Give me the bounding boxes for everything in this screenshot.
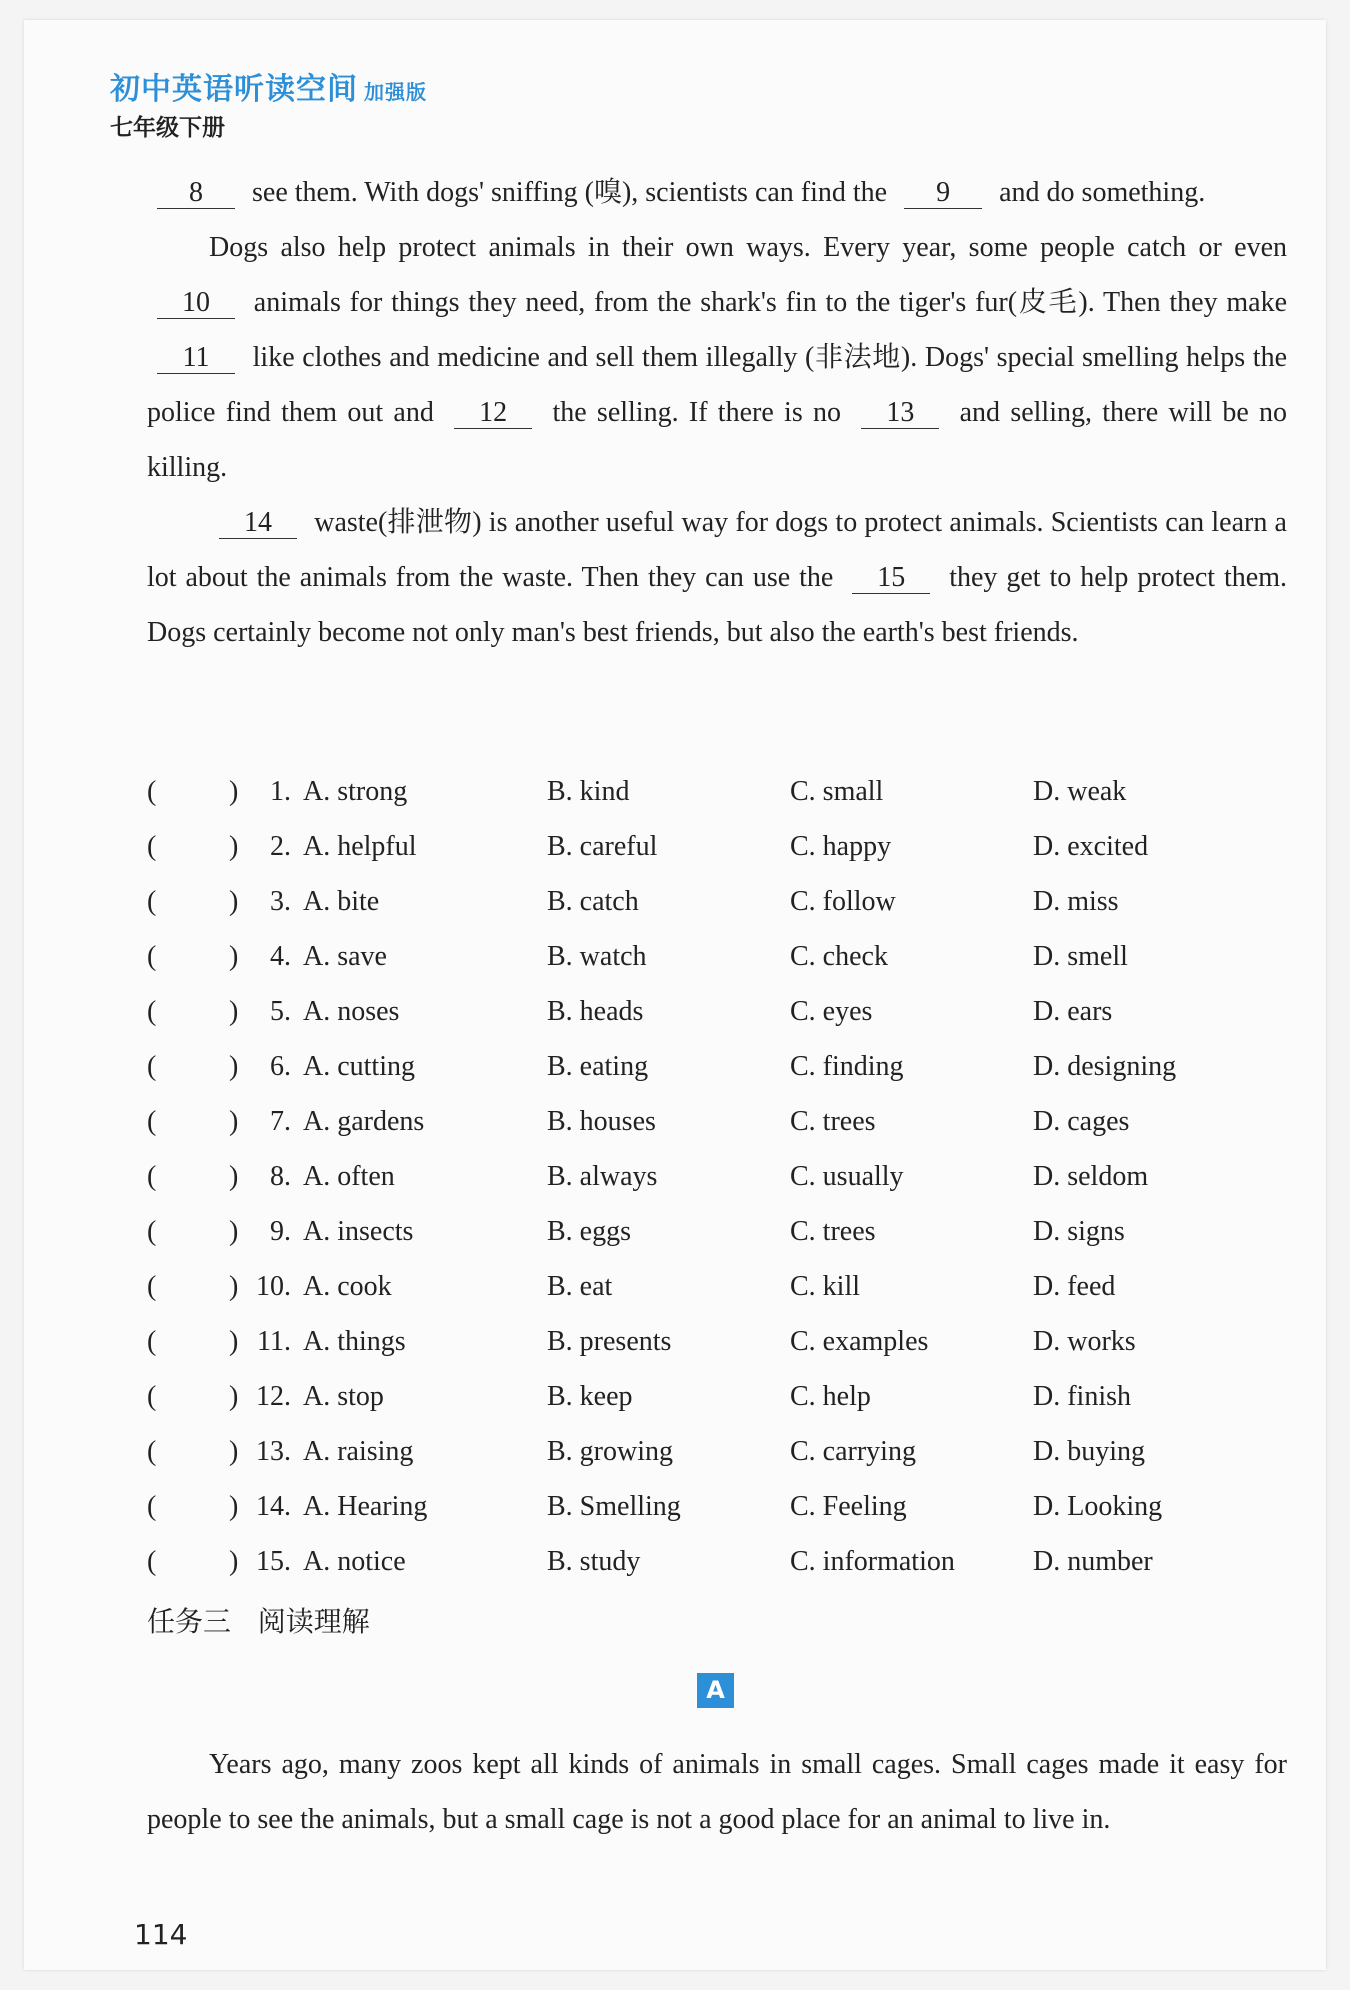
question-row [147, 933, 1287, 988]
option-a[interactable]: A. Hearing [303, 1491, 428, 1522]
option-c[interactable]: C. small [790, 776, 884, 807]
option-d[interactable]: D. smell [1033, 941, 1128, 972]
answer-paren-open[interactable]: ( [147, 1216, 157, 1247]
answer-paren-open[interactable]: ( [147, 1436, 157, 1467]
option-d[interactable]: D. works [1033, 1326, 1136, 1357]
option-b[interactable]: B. growing [547, 1436, 673, 1467]
option-a[interactable]: A. cutting [303, 1051, 415, 1082]
answer-paren-close: ) [229, 1216, 239, 1247]
option-b[interactable]: B. houses [547, 1106, 656, 1137]
question-number: 2. [270, 831, 291, 862]
question-row [147, 1043, 1287, 1098]
question-row [147, 1098, 1287, 1153]
question-row [147, 768, 1287, 823]
reading-passage [147, 1737, 1287, 1847]
passage-text: see them. With dogs' sniffing (嗅), scientists can find the [252, 177, 888, 208]
question-number: 11. [257, 1326, 291, 1357]
passage-text: they get to help protect them. Dogs certainly become not only man's best friends, but also the earth's best friends. [147, 562, 1288, 648]
option-b[interactable]: B. eat [547, 1271, 613, 1302]
option-b[interactable]: B. kind [547, 776, 630, 807]
answer-paren-close: ) [229, 1271, 239, 1302]
question-row [147, 1538, 1287, 1593]
answer-blank[interactable]: 11 [157, 343, 235, 374]
answer-paren-open[interactable]: ( [147, 1546, 157, 1577]
option-c[interactable]: C. trees [790, 1216, 876, 1247]
option-b[interactable]: B. eggs [547, 1216, 631, 1247]
question-row [147, 1373, 1287, 1428]
question-number: 4. [270, 941, 291, 972]
answer-blank[interactable]: 14 [219, 508, 297, 539]
question-number: 6. [270, 1051, 291, 1082]
option-a[interactable]: A. bite [303, 886, 380, 917]
option-d[interactable]: D. excited [1033, 831, 1149, 862]
option-b[interactable]: B. keep [547, 1381, 633, 1412]
book-title-text: 初中英语听读空间 [110, 72, 358, 107]
option-d[interactable]: D. seldom [1033, 1161, 1149, 1192]
passage-text: like clothes and medicine and sell them illegally (非法地). Dogs' special smelling helps the police find them out and [147, 342, 1288, 428]
answer-blank[interactable]: 9 [904, 178, 982, 209]
answer-paren-open[interactable]: ( [147, 1326, 157, 1357]
option-b[interactable]: B. careful [547, 831, 658, 862]
answer-paren-close: ) [229, 776, 239, 807]
question-row [147, 823, 1287, 878]
question-number: 8. [270, 1161, 291, 1192]
option-c[interactable]: C. follow [790, 886, 896, 917]
answer-paren-close: ) [229, 1051, 239, 1082]
answer-paren-open[interactable]: ( [147, 1491, 157, 1522]
option-a[interactable]: A. cook [303, 1271, 392, 1302]
option-c[interactable]: C. help [790, 1381, 871, 1412]
option-b[interactable]: B. presents [547, 1326, 672, 1357]
question-row [147, 1318, 1287, 1373]
question-row [147, 1263, 1287, 1318]
passage-text: waste(排泄物) is another useful way for dogs to protect animals. Scientists can learn a lot about the animals from the waste. Then they can use the [147, 507, 1287, 593]
answer-paren-close: ) [229, 831, 239, 862]
section-badge: A [697, 1673, 734, 1708]
passage-paragraph [147, 165, 1287, 220]
option-d[interactable]: D. finish [1033, 1381, 1131, 1412]
question-row [147, 1483, 1287, 1538]
option-b[interactable]: B. eating [547, 1051, 649, 1082]
answer-paren-open[interactable]: ( [147, 941, 157, 972]
option-c[interactable]: C. finding [790, 1051, 904, 1082]
answer-paren-open[interactable]: ( [147, 1381, 157, 1412]
option-a[interactable]: A. save [303, 941, 387, 972]
answer-paren-close: ) [229, 1381, 239, 1412]
answer-blank[interactable]: 10 [157, 288, 235, 319]
answer-paren-open[interactable]: ( [147, 996, 157, 1027]
question-row [147, 1208, 1287, 1263]
textbook-page [24, 20, 1326, 1970]
answer-paren-close: ) [229, 941, 239, 972]
question-number: 14. [256, 1491, 291, 1522]
question-number: 12. [256, 1381, 291, 1412]
passage-text: and selling, there will be no killing. [147, 397, 1288, 483]
question-number: 3. [270, 886, 291, 917]
answer-blank[interactable]: 13 [861, 398, 939, 429]
answer-paren-close: ) [229, 1161, 239, 1192]
question-number: 5. [270, 996, 291, 1027]
answer-paren-open[interactable]: ( [147, 886, 157, 917]
option-d[interactable]: D. Looking [1033, 1491, 1163, 1522]
option-d[interactable]: D. cages [1033, 1106, 1130, 1137]
option-c[interactable]: C. carrying [790, 1436, 916, 1467]
question-number: 10. [256, 1271, 291, 1302]
option-c[interactable]: C. eyes [790, 996, 873, 1027]
option-c[interactable]: C. usually [790, 1161, 904, 1192]
answer-paren-open[interactable]: ( [147, 1106, 157, 1137]
answer-paren-open[interactable]: ( [147, 1161, 157, 1192]
answer-paren-open[interactable]: ( [147, 1271, 157, 1302]
option-c[interactable]: C. check [790, 941, 888, 972]
option-d[interactable]: D. weak [1033, 776, 1127, 807]
answer-paren-close: ) [229, 1326, 239, 1357]
book-title [110, 64, 427, 108]
passage-text: animals for things they need, from the shark's fin to the tiger's fur(皮毛). Then they make [253, 287, 1287, 318]
option-a[interactable]: A. things [303, 1326, 406, 1357]
option-d[interactable]: D. buying [1033, 1436, 1145, 1467]
cloze-passage [147, 165, 1287, 660]
answer-blank[interactable]: 12 [454, 398, 532, 429]
question-row [147, 1153, 1287, 1208]
option-c[interactable]: C. happy [790, 831, 892, 862]
option-d[interactable]: D. miss [1033, 886, 1119, 917]
option-a[interactable]: A. raising [303, 1436, 414, 1467]
answer-paren-close: ) [229, 886, 239, 917]
passage-text: the selling. If there is no [552, 397, 842, 428]
option-a[interactable]: A. insects [303, 1216, 414, 1247]
passage-text: Dogs also help protect animals in their own ways. Every year, some people catch or even [209, 232, 1287, 263]
answer-paren-close: ) [229, 1106, 239, 1137]
option-b[interactable]: B. study [547, 1546, 641, 1577]
option-d[interactable]: D. designing [1033, 1051, 1177, 1082]
option-a[interactable]: A. gardens [303, 1106, 425, 1137]
answer-paren-close: ) [229, 1436, 239, 1467]
question-number: 9. [270, 1216, 291, 1247]
option-c[interactable]: C. kill [790, 1271, 861, 1302]
option-a[interactable]: A. notice [303, 1546, 406, 1577]
question-row [147, 878, 1287, 933]
answer-blank[interactable]: 8 [157, 178, 235, 209]
option-d[interactable]: D. feed [1033, 1271, 1116, 1302]
task-heading: 任务三 阅读理解 [147, 1605, 370, 1638]
answer-blank[interactable]: 15 [852, 563, 930, 594]
option-c[interactable]: C. examples [790, 1326, 929, 1357]
answer-paren-open[interactable]: ( [147, 831, 157, 862]
book-subtitle: 七年级下册 [110, 115, 225, 141]
answer-paren-open[interactable]: ( [147, 1051, 157, 1082]
question-number: 15. [256, 1546, 291, 1577]
option-b[interactable]: B. catch [547, 886, 639, 917]
option-c[interactable]: C. Feeling [790, 1491, 907, 1522]
question-row [147, 1428, 1287, 1483]
question-row [147, 988, 1287, 1043]
option-a[interactable]: A. noses [303, 996, 400, 1027]
question-number: 13. [256, 1436, 291, 1467]
answer-paren-close: ) [229, 996, 239, 1027]
option-a[interactable]: A. often [303, 1161, 395, 1192]
passage-text: and do something. [999, 177, 1206, 208]
option-d[interactable]: D. ears [1033, 996, 1113, 1027]
question-number: 7. [270, 1106, 291, 1137]
option-a[interactable]: A. stop [303, 1381, 384, 1412]
answer-paren-close: ) [229, 1491, 239, 1522]
option-c[interactable]: C. trees [790, 1106, 876, 1137]
option-a[interactable]: A. strong [303, 776, 408, 807]
option-c[interactable]: C. information [790, 1546, 955, 1577]
option-a[interactable]: A. helpful [303, 831, 417, 862]
option-b[interactable]: B. Smelling [547, 1491, 681, 1522]
option-b[interactable]: B. always [547, 1161, 658, 1192]
question-list [147, 768, 1287, 1593]
passage-paragraph: Years ago, many zoos kept all kinds of animals in small cages. Small cages made it easy for people to see the animals, but a small cage is not a good place for an animal to live in. [147, 1749, 1287, 1835]
option-d[interactable]: D. signs [1033, 1216, 1125, 1247]
page-number: 114 [134, 1918, 188, 1951]
answer-paren-open[interactable]: ( [147, 776, 157, 807]
passage-paragraph [147, 220, 1287, 495]
passage-paragraph [147, 495, 1287, 660]
question-number: 1. [270, 776, 291, 807]
book-edition: 加强版 [364, 80, 427, 104]
answer-paren-close: ) [229, 1546, 239, 1577]
option-b[interactable]: B. watch [547, 941, 647, 972]
option-d[interactable]: D. number [1033, 1546, 1153, 1577]
option-b[interactable]: B. heads [547, 996, 644, 1027]
